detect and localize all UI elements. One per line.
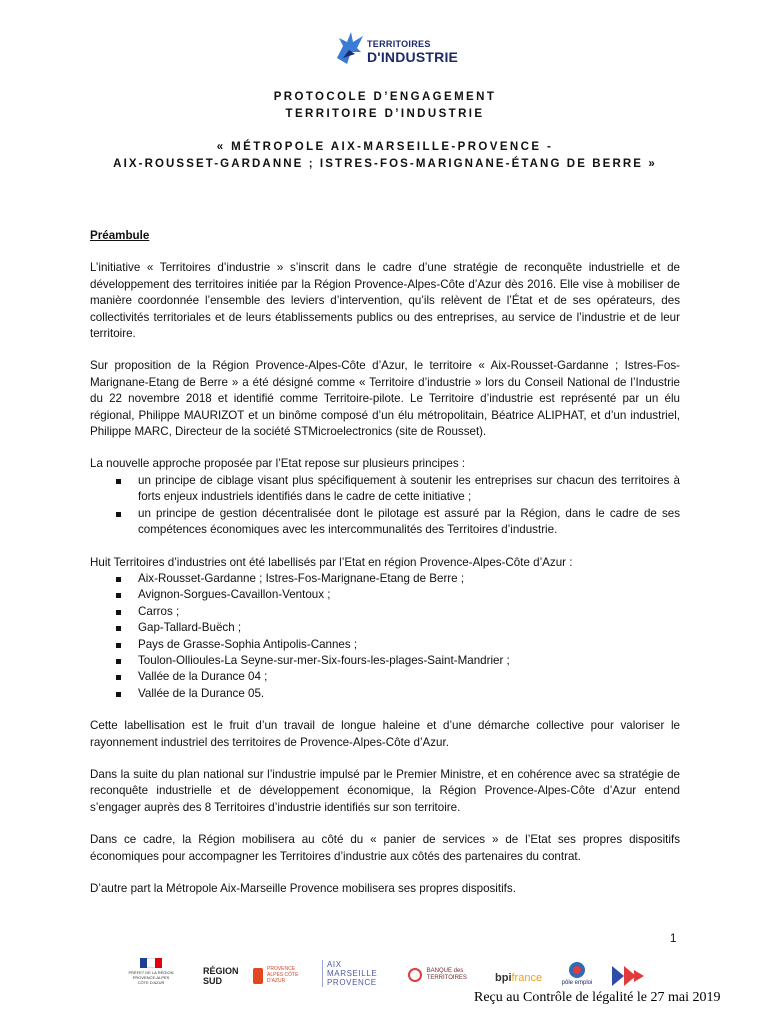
list-item: Vallée de la Durance 05.	[90, 686, 680, 702]
list-item: Gap-Tallard-Buëch ;	[90, 620, 680, 636]
document-title-line-3: « MÉTROPOLE AIX-MARSEILLE-PROVENCE -	[216, 141, 554, 153]
document-title-line-4: AIX-ROUSSET-GARDANNE ; ISTRES-FOS-MARIGNANE-ÉTANG DE BERRE »	[113, 158, 657, 170]
territories-list	[90, 571, 680, 702]
pole-emploi-icon	[569, 962, 585, 978]
paragraph: L’initiative « Territoires d’industrie » s’inscrit dans le cadre d’une stratégie de reconquête industrielle et de développement des territoires initiée par la Région Provence-Alpes-Côte d’Azur dès 2016. Elle vise à mobiliser de manière coordonnée l’ensemble des leviers d’intervention, qu’ils relèvent de l’État et de ses opérateurs, des collectivités territoriales et de leurs établissements publics ou des entreprises, au service de l’industrie et de leur territoire.	[90, 261, 680, 341]
bullet-icon	[116, 479, 121, 484]
pole-emploi-logo: pôle emploi	[560, 962, 594, 986]
bullet-icon	[116, 643, 121, 648]
paragraph: Dans la suite du plan national sur l’industrie impulsé par le Premier Ministre, et en cohérence avec sa stratégie de reconquête industrielle et de développement économique, la Région Provence-Alpes-Côte d’Azur entend s’engager auprès des 8 Territoires d’industrie identifiés sur son territoire.	[90, 767, 680, 814]
arrow-logo-icon	[610, 964, 648, 988]
bullet-icon	[116, 610, 121, 615]
list-item: Avignon-Sorgues-Cavaillon-Ventoux ;	[90, 587, 680, 603]
list-item: Toulon-Ollioules-La Seyne-sur-mer-Six-fours-les-plages-Saint-Mandrier ;	[90, 653, 680, 669]
list-item: un principe de ciblage visant plus spécifiquement à soutenir les entreprises sur chacun des territoires à forts enjeux industriels identifiés dans le cadre de cette initiative ;	[90, 473, 680, 506]
section-heading: Préambule	[90, 229, 150, 242]
list-item: un principe de gestion décentralisée dont le pilotage est assuré par la Région, dans le cadre de ses compétences économiques avec les intercommunalités des Territoires d’industrie.	[90, 506, 680, 539]
bullet-icon	[116, 626, 121, 631]
bullet-icon	[116, 593, 121, 598]
principles-list	[90, 473, 680, 539]
page-number: 1	[670, 933, 677, 945]
region-sud-logo: RÉGION SUD PROVENCE ALPES CÔTE D'AZUR	[203, 966, 299, 986]
logo-line-1: TERRITOIRES	[367, 39, 431, 49]
list-item: Pays de Grasse-Sophia Antipolis-Cannes ;	[90, 637, 680, 653]
document-title-line-1: PROTOCOLE D’ENGAGEMENT	[273, 91, 497, 103]
legality-stamp: Reçu au Contrôle de légalité le 27 mai 2019	[474, 990, 721, 1005]
bullet-icon	[116, 659, 121, 664]
list-item: Vallée de la Durance 04 ;	[90, 669, 680, 685]
banque-des-territoires-logo: BANQUE des TERRITOIRES	[408, 968, 467, 982]
paragraph: Sur proposition de la Région Provence-Alpes-Côte d’Azur, le territoire « Aix-Rousset-Gardanne ; Istres-Fos-Marignane-Etang de Berre » a été désigné comme « Territoire d’industrie » lors du Conseil National de l’Industrie du 22 novembre 2018 et identifié comme Territoire-pilote. Le Territoire d’industrie est représenté par un élu régional, Philippe MAURIZOT et un binôme composé d’un élu métropolitain, Béatrice ALIPHAT, et d’un industriel, Philippe MARC, Directeur de la société STMicroelectronics (site de Rousset).	[90, 359, 680, 439]
pegasus-icon	[333, 28, 367, 68]
bullet-icon	[116, 512, 121, 517]
document-body	[90, 228, 680, 913]
region-mark-icon	[253, 968, 263, 984]
territoires-industrie-logo	[333, 28, 459, 72]
paragraph: D’autre part la Métropole Aix-Marseille Provence mobilisera ses propres dispositifs.	[90, 882, 516, 895]
french-republic-arrow-logo	[610, 964, 648, 988]
french-flag-icon	[140, 958, 162, 968]
list-item: Carros ;	[90, 604, 680, 620]
aix-marseille-provence-logo: AIX MARSEILLE PROVENCE	[322, 960, 377, 987]
list-item: Aix-Rousset-Gardanne ; Istres-Fos-Marignane-Etang de Berre ;	[90, 571, 680, 587]
document-title-line-2: TERRITOIRE D’INDUSTRIE	[285, 108, 485, 120]
paragraph: La nouvelle approche proposée par l’Etat repose sur plusieurs principes :	[90, 457, 466, 471]
bullet-icon	[116, 675, 121, 680]
paragraph: Cette labellisation est le fruit d’un travail de longue haleine et d’une démarche collective pour valoriser le rayonnement industriel des territoires de Provence-Alpes-Côte d’Azur.	[90, 719, 680, 749]
logo-line-2: D'INDUSTRIE	[367, 49, 459, 65]
bpifrance-logo: bpifrance	[495, 972, 543, 984]
paragraph: Dans ce cadre, la Région mobilisera au côté du « panier de services » de l’Etat ses propres dispositifs économiques pour accompagner les Territoires d’industrie aux côtés des partenaires du contrat.	[90, 833, 680, 863]
bullet-icon	[116, 577, 121, 582]
bullet-icon	[116, 692, 121, 697]
paragraph: Huit Territoires d’industries ont été labellisés par l’Etat en région Provence-Alpes-Côte d’Azur :	[90, 555, 573, 569]
prefet-logo: PRÉFET DE LA RÉGION PROVENCE-ALPES CÔTE D'AZUR	[128, 958, 174, 985]
banque-territoires-icon	[408, 968, 422, 982]
